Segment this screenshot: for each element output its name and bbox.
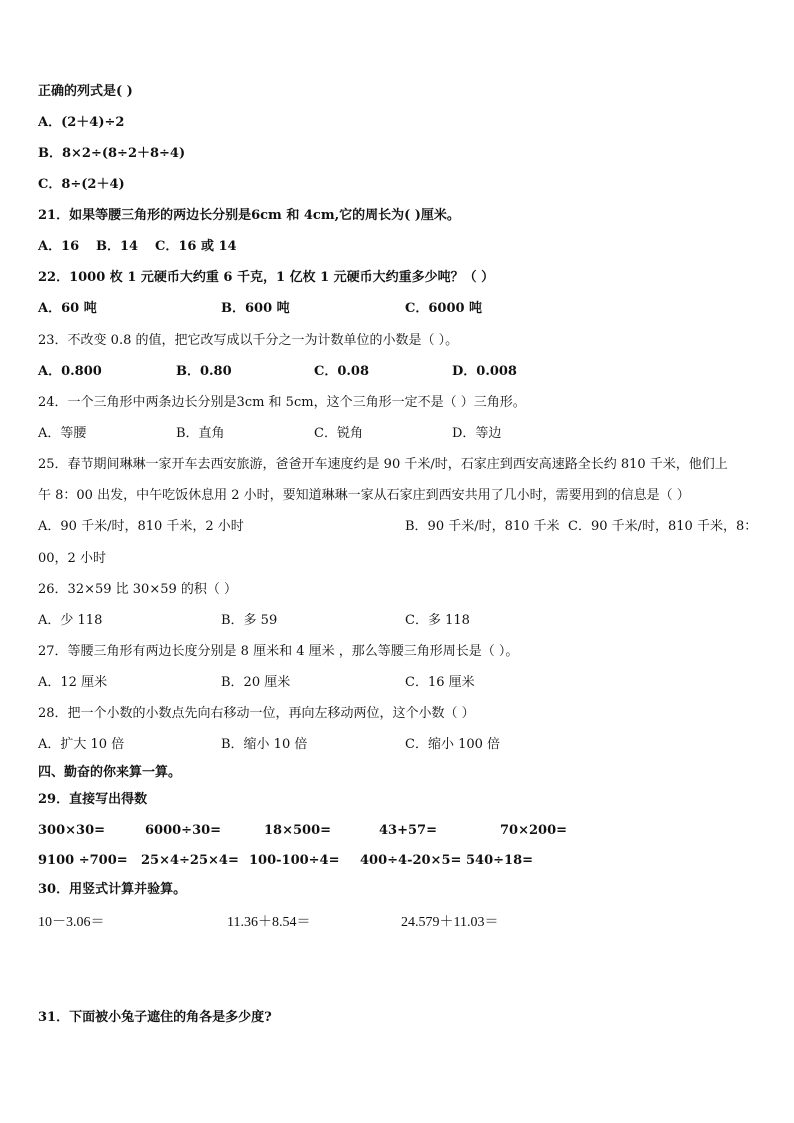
q23-stem: 23．不改变 0.8 的值，把它改写成以千分之一为计数单位的小数是（ ）。 [38, 333, 459, 348]
q30-item: 10－3.06＝ [38, 915, 105, 930]
q27-option-a: A．12 厘米 [38, 675, 108, 690]
q24-stem: 24．一个三角形中两条边长分别是3cm 和 5cm，这个三角形一定不是（ ）三角形。 [38, 395, 526, 410]
q28-option-c: C．缩小 100 倍 [405, 737, 501, 752]
q21-stem: 21．如果等腰三角形的两边长分别是6cm 和 4cm,它的周长为( )厘米。 [38, 208, 460, 223]
q30-stem: 30．用竖式计算并验算。 [38, 882, 187, 897]
q22-option-b: B．600 吨 [221, 301, 290, 316]
q25-option-c: C．90 千米/时，810 千米，8： [568, 519, 758, 534]
q23-option-b: B．0.80 [176, 364, 232, 379]
q29-stem: 29．直接写出得数 [38, 792, 148, 807]
q25-option-a: A．90 千米/时，810 千米，2 小时 [38, 519, 244, 534]
q23-option-d: D．0.008 [452, 364, 517, 379]
q20-option-a: A．(2＋4)÷2 [38, 115, 125, 130]
q21-option-b: B．14 [96, 239, 139, 254]
q23-option-a: A．0.800 [38, 364, 102, 379]
q29-item: 9100 ÷700= [38, 853, 128, 868]
q24-option-a: A．等腰 [38, 426, 87, 441]
q29-item: 300×30= [38, 823, 106, 838]
q23-option-c: C．0.08 [314, 364, 370, 379]
q26-stem: 26．32×59 比 30×59 的积（ ） [38, 582, 238, 597]
q29-item: 70×200= [500, 823, 568, 838]
q20-option-c: C．8÷(2＋4) [38, 177, 125, 192]
q25-option-c-continued: 00，2 小时 [38, 551, 106, 566]
q29-item: 100-100÷4= [249, 853, 340, 868]
q27-stem: 27．等腰三角形有两边长度分别是 8 厘米和 4 厘米 ，那么等腰三角形周长是（ ）。 [38, 644, 519, 659]
q29-item: 400÷4-20×5= [360, 853, 462, 868]
q27-option-b: B．20 厘米 [221, 675, 291, 690]
q25-stem-line2: 午 8：00 出发，中午吃饭休息用 2 小时，要知道琳琳一家从石家庄到西安共用了几小时，需要用到的信息是（ ） [38, 488, 690, 503]
q29-item: 540÷18= [466, 853, 534, 868]
q29-item: 25×4÷25×4= [141, 853, 239, 868]
q22-option-a: A．60 吨 [38, 301, 97, 316]
q20-lead: 正确的列式是( ) [38, 84, 133, 99]
q28-option-a: A．扩大 10 倍 [38, 737, 125, 752]
q25-stem-line1: 25．春节期间琳琳一家开车去西安旅游，爸爸开车速度约是 90 千米/时，石家庄到西安高速路全长约 810 千米，他们上 [38, 457, 728, 472]
q25-option-b: B．90 千米/时，810 千米 [405, 519, 560, 534]
q29-item: 43+57= [379, 823, 437, 838]
q28-stem: 28．把一个小数的小数点先向右移动一位，再向左移动两位，这个小数（ ） [38, 706, 475, 721]
q22-stem: 22．1000 枚 1 元硬币大约重 6 千克，1 亿枚 1 元硬币大约重多少吨？（ ） [38, 270, 495, 285]
q26-option-c: C．多 118 [405, 613, 470, 628]
q20-option-b: B．8×2÷(8÷2＋8÷4) [38, 146, 186, 161]
q30-item: 11.36＋8.54＝ [227, 915, 311, 930]
q21-option-a: A．16 [38, 239, 80, 254]
q24-option-c: C．锐角 [314, 426, 363, 441]
section-heading: 四、勤奋的你来算一算。 [38, 765, 182, 780]
q21-option-c: C．16 或 14 [155, 239, 237, 254]
q30-item: 24.579＋11.03＝ [401, 915, 499, 930]
q26-option-b: B．多 59 [221, 613, 278, 628]
q31-stem: 31．下面被小兔子遮住的角各是多少度? [38, 1010, 272, 1025]
q28-option-b: B．缩小 10 倍 [221, 737, 308, 752]
q26-option-a: A．少 118 [38, 613, 103, 628]
q29-item: 6000÷30= [145, 823, 222, 838]
q22-option-c: C．6000 吨 [405, 301, 483, 316]
q29-item: 18×500= [264, 823, 332, 838]
q24-option-d: D．等边 [452, 426, 502, 441]
q27-option-c: C．16 厘米 [405, 675, 475, 690]
q24-option-b: B．直角 [176, 426, 225, 441]
